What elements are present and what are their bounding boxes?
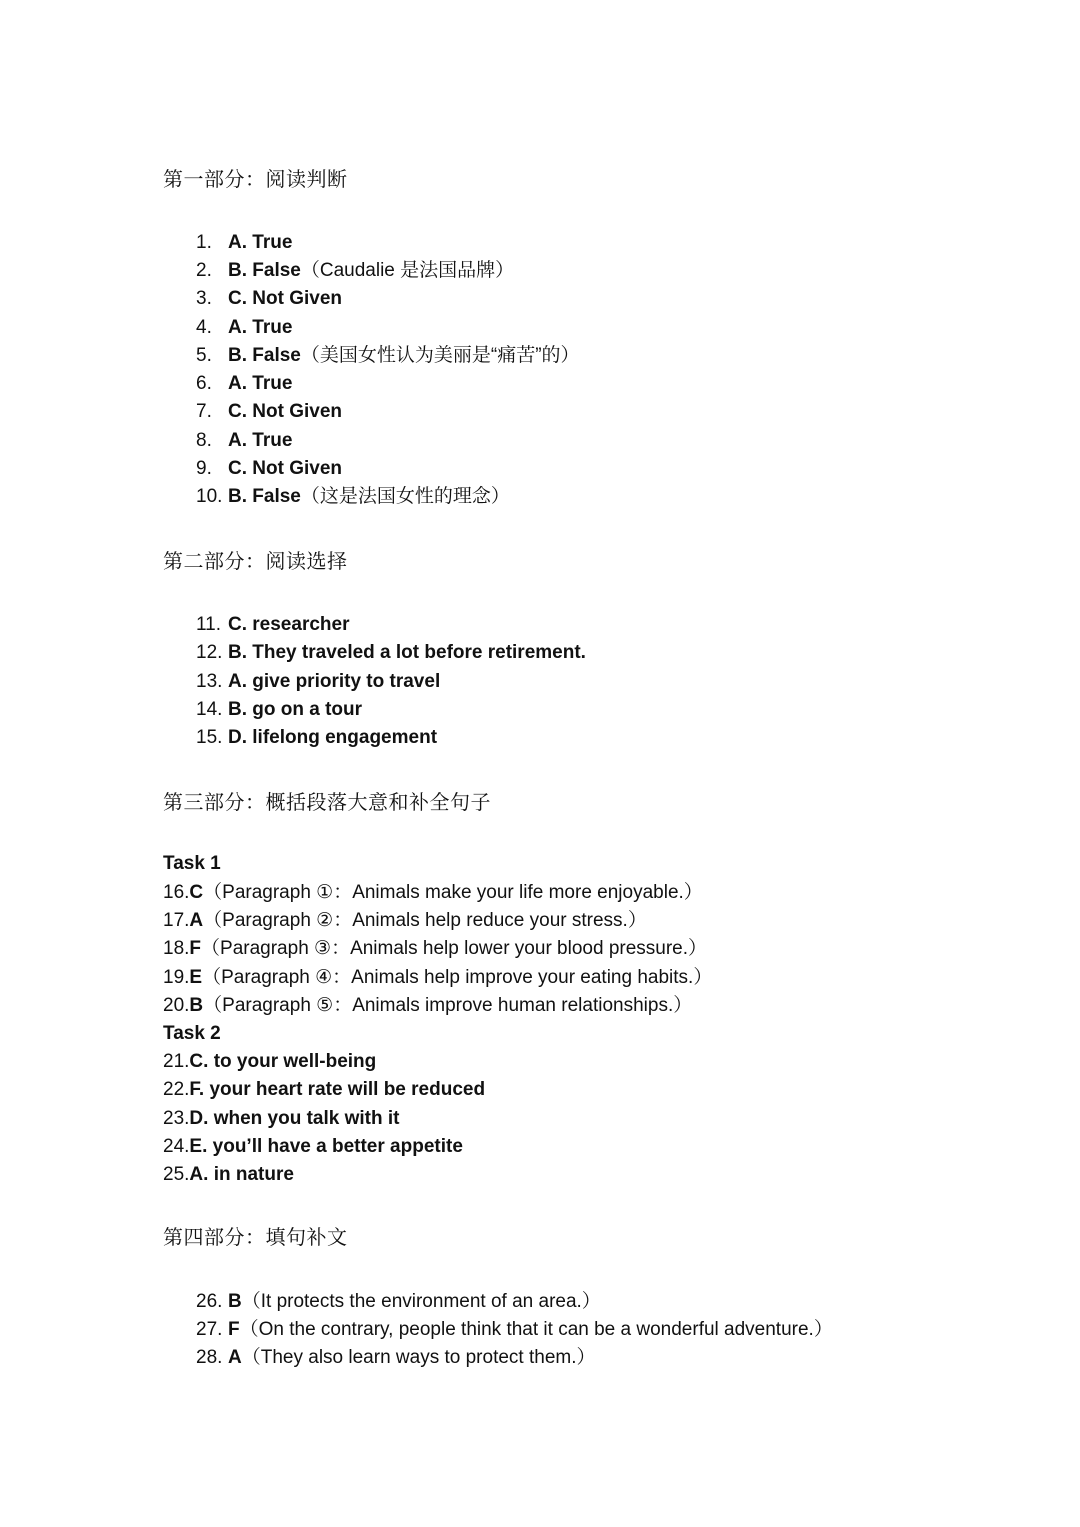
item-answer: C: [189, 882, 204, 903]
list-item: [196, 668, 440, 696]
list-item: [196, 483, 510, 511]
item-number: 2.: [196, 260, 212, 281]
item-number: 14.: [196, 699, 223, 720]
list-item: [163, 964, 712, 992]
item-answer: B. They traveled a lot before retirement.: [228, 642, 586, 663]
list-item: [196, 342, 580, 370]
item-answer: A. give priority to travel: [228, 671, 441, 692]
list-item: [196, 229, 292, 257]
section-title-part4: 第四部分：填句补文: [163, 1225, 348, 1249]
item-answer: B: [189, 995, 204, 1016]
item-number: 19.: [163, 967, 190, 988]
list-item: [163, 1133, 463, 1161]
item-answer: C. to your well-being: [189, 1051, 377, 1072]
section-title-part3: 第三部分：概括段落大意和补全句子: [163, 790, 491, 814]
task2-label: Task 2: [163, 1023, 221, 1044]
list-item: [196, 1316, 833, 1344]
list-item: [196, 314, 292, 342]
list-item: [163, 1048, 376, 1076]
item-number: 23.: [163, 1108, 190, 1129]
list-item: [196, 370, 292, 398]
list-item: [196, 696, 362, 724]
item-answer: A. True: [228, 232, 293, 253]
item-number: 1.: [196, 232, 212, 253]
item-number: 24.: [163, 1136, 190, 1157]
item-answer: B. go on a tour: [228, 699, 363, 720]
item-number: 10.: [196, 486, 223, 507]
item-answer: F: [228, 1319, 240, 1340]
item-note: （Paragraph ④：Animals help improve your eating habits.）: [202, 967, 713, 988]
item-answer: A: [228, 1347, 242, 1368]
item-answer: C. Not Given: [228, 288, 343, 309]
item-answer: E: [189, 967, 203, 988]
item-number: 20.: [163, 995, 190, 1016]
item-number: 12.: [196, 642, 223, 663]
item-number: 8.: [196, 430, 212, 451]
item-answer: A. True: [228, 430, 293, 451]
item-answer: A: [189, 910, 204, 931]
item-answer: F: [189, 938, 202, 959]
item-note: （They also learn ways to protect them.）: [241, 1347, 596, 1368]
item-number: 22.: [163, 1079, 190, 1100]
list-item: [163, 1161, 294, 1189]
item-answer: B: [228, 1291, 242, 1312]
item-note: （It protects the environment of an area.）: [241, 1291, 601, 1312]
item-note: （美国女性认为美丽是“痛苦”的）: [300, 345, 580, 366]
item-answer: F. your heart rate will be reduced: [189, 1079, 486, 1100]
list-item: [196, 724, 437, 752]
item-note: （这是法国女性的理念）: [300, 486, 510, 507]
item-number: 5.: [196, 345, 212, 366]
item-number: 28.: [196, 1347, 223, 1368]
item-answer: C. researcher: [228, 614, 350, 635]
section-title-part1: 第一部分：阅读判断: [163, 167, 348, 191]
list-item: [196, 285, 342, 313]
item-number: 9.: [196, 458, 212, 479]
item-answer: A. in nature: [189, 1164, 294, 1185]
item-number: 4.: [196, 317, 212, 338]
list-item: [163, 879, 703, 907]
item-answer: B. False: [228, 486, 301, 507]
item-number: 26.: [196, 1291, 223, 1312]
list-item: [196, 427, 292, 455]
list-item: [196, 1288, 601, 1316]
item-number: 3.: [196, 288, 212, 309]
section-title-part2: 第二部分：阅读选择: [163, 549, 348, 573]
item-number: 15.: [196, 727, 223, 748]
item-number: 7.: [196, 401, 212, 422]
item-note: （Caudalie 是法国品牌）: [300, 260, 515, 281]
item-answer: D. when you talk with it: [189, 1108, 400, 1129]
list-item: [196, 455, 342, 483]
list-item: [196, 257, 514, 285]
task1-label: Task 1: [163, 853, 221, 874]
item-answer: A. True: [228, 317, 293, 338]
item-answer: E. you’ll have a better appetite: [189, 1136, 463, 1157]
item-number: 16.: [163, 882, 190, 903]
list-item: [163, 1105, 400, 1133]
item-number: 27.: [196, 1319, 223, 1340]
item-answer: C. Not Given: [228, 401, 343, 422]
item-answer: A. True: [228, 373, 293, 394]
item-answer: B. False: [228, 345, 301, 366]
list-item: [163, 935, 707, 963]
list-item: [196, 398, 342, 426]
list-item: [196, 611, 349, 639]
item-number: 11.: [196, 614, 222, 635]
item-note: （Paragraph ⑤：Animals improve human relationships.）: [203, 995, 693, 1016]
item-number: 21.: [163, 1051, 190, 1072]
list-item: [163, 1076, 485, 1104]
item-answer: D. lifelong engagement: [228, 727, 438, 748]
list-item: [163, 907, 647, 935]
item-number: 13.: [196, 671, 223, 692]
item-number: 17.: [163, 910, 190, 931]
list-item: [196, 639, 586, 667]
item-answer: B. False: [228, 260, 301, 281]
list-item: [196, 1344, 596, 1372]
item-number: 25.: [163, 1164, 190, 1185]
item-answer: C. Not Given: [228, 458, 343, 479]
item-note: （Paragraph ①：Animals make your life more enjoyable.）: [203, 882, 703, 903]
item-note: （Paragraph ②：Animals help reduce your stress.）: [203, 910, 647, 931]
list-item: [163, 992, 692, 1020]
item-number: 6.: [196, 373, 212, 394]
item-note: （Paragraph ③：Animals help lower your blood pressure.）: [201, 938, 708, 959]
item-note: （On the contrary, people think that it can be a wonderful adventure.）: [239, 1319, 833, 1340]
item-number: 18.: [163, 938, 190, 959]
